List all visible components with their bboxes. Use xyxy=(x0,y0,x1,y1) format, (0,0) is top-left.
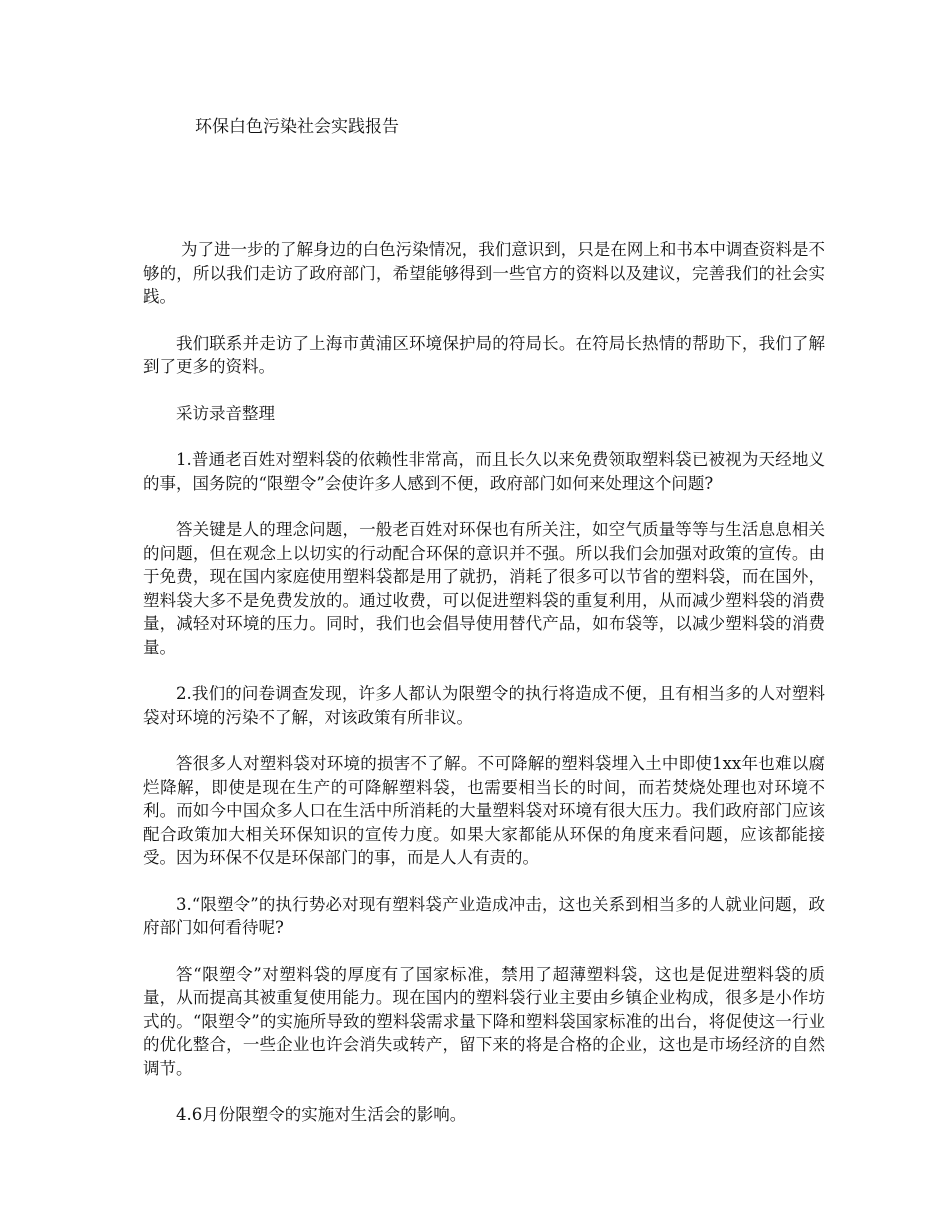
answer-2: 答很多人对塑料袋对环境的损害不了解。不可降解的塑料袋埋入土中即使1xx年也难以腐烂降解，即使是现在生产的可降解塑料袋，也需要相当长的时间，而若焚烧处理也对环境不利。而如今中国众多人口在生活中所消耗的大量塑料袋对环境有很大压力。我们政府部门应该配合政策加大相关环保知识的宣传力度。如果大家都能从环保的角度来看问题，应该都能接受。因为环保不仅是环保部门的事，而是人人有责的。 xyxy=(143,754,825,867)
answer-3: 答“限塑令”对塑料袋的厚度有了国家标准，禁用了超薄塑料袋，这也是促进塑料袋的质量，从而提高其被重复使用能力。现在国内的塑料袋行业主要由乡镇企业构成，很多是小作坊式的。“限塑令”的实施所导致的塑料袋需求量下降和塑料袋国家标准的出台，将促使这一行业的优化整合，一些企业也许会消失或转产，留下来的将是合格的企业，这也是市场经济的自然调节。 xyxy=(143,964,825,1078)
question-4: 4.6月份限塑令的实施对生活会的影响。 xyxy=(176,1105,467,1124)
question-3: 3.“限塑令”的执行势必对现有塑料袋产业造成冲击，这也关系到相当多的人就业问题，政府部门如何看待呢? xyxy=(143,894,825,937)
question-1: 1.普通老百姓对塑料袋的依赖性非常高，而且长久以来免费领取塑料袋已被视为天经地义的事，国务院的“限塑令”会使许多人感到不便，政府部门如何来处理这个问题? xyxy=(143,450,825,493)
answer-1: 答关键是人的理念问题，一般老百姓对环保也有所关注，如空气质量等等与生活息息相关的问题，但在观念上以切实的行动配合环保的意识并不强。所以我们会加强对政策的宣传。由于免费，现在国内家庭使用塑料袋都是用了就扔，消耗了很多可以节省的塑料袋，而在国外，塑料袋大多不是免费发放的。通过收费，可以促进塑料袋的重复利用，从而减少塑料袋的消费量，减轻对环境的压力。同时，我们也会倡导使用替代产品，如布袋等，以减少塑料袋的消费量。 xyxy=(143,520,825,657)
document-body xyxy=(143,238,825,1150)
intro-paragraph: 为了进一步的了解身边的白色污染情况，我们意识到，只是在网上和书本中调查资料是不够的，所以我们走访了政府部门，希望能够得到一些官方的资料以及建议，完善我们的社会实践。 xyxy=(143,240,825,306)
visit-paragraph: 我们联系并走访了上海市黄浦区环境保护局的符局长。在符局长热情的帮助下，我们了解到了更多的资料。 xyxy=(143,333,825,376)
section-heading: 采访录音整理 xyxy=(176,403,275,423)
question-2: 2.我们的问卷调查发现，许多人都认为限塑令的执行将造成不便，且有相当多的人对塑料袋对环境的污染不了解，对该政策有所非议。 xyxy=(143,684,825,727)
document-title: 环保白色污染社会实践报告 xyxy=(195,117,399,137)
